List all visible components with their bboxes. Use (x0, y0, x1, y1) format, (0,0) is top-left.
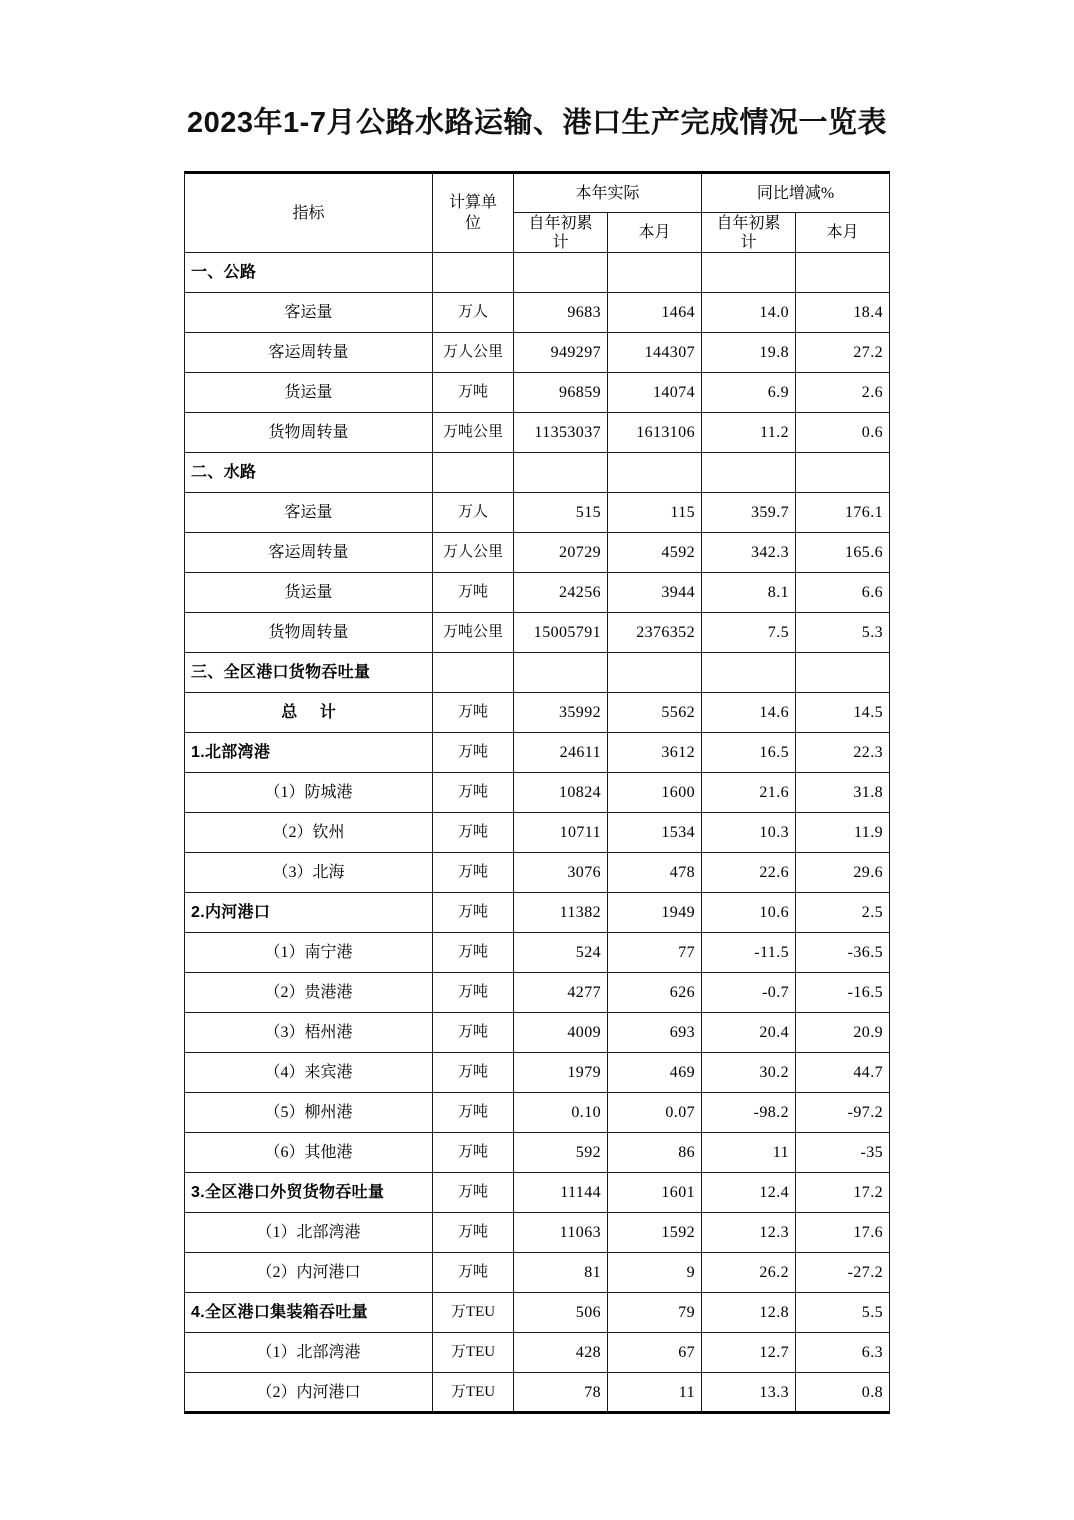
row-indicator-label: （2）内河港口 (185, 1253, 433, 1293)
table-row (185, 453, 890, 493)
table-header (185, 173, 890, 253)
row-yoy-cumulative: 342.3 (702, 533, 796, 573)
row-actual-cumulative: 96859 (514, 373, 608, 413)
row-actual-cumulative: 3076 (514, 853, 608, 893)
row-actual-this-month: 478 (608, 853, 702, 893)
row-yoy-cumulative: 11 (702, 1133, 796, 1173)
table-row (185, 253, 890, 293)
header-unit (433, 173, 514, 253)
row-actual-cumulative: 24256 (514, 573, 608, 613)
row-unit: 万吨 (433, 373, 514, 413)
table-row (185, 1093, 890, 1133)
row-actual-cumulative: 592 (514, 1133, 608, 1173)
row-unit: 万吨 (433, 1053, 514, 1093)
row-yoy-cumulative: 14.0 (702, 293, 796, 333)
row-indicator-label: （2）贵港港 (185, 973, 433, 1013)
row-unit: 万吨 (433, 1173, 514, 1213)
row-unit: 万吨 (433, 573, 514, 613)
row-yoy-this-month (796, 453, 890, 493)
row-yoy-this-month: 17.6 (796, 1213, 890, 1253)
row-yoy-cumulative: 30.2 (702, 1053, 796, 1093)
header-current-year-actual: 本年实际 (514, 173, 702, 213)
row-yoy-this-month: 5.5 (796, 1293, 890, 1333)
row-yoy-cumulative: 8.1 (702, 573, 796, 613)
row-unit: 万吨 (433, 933, 514, 973)
row-actual-cumulative: 10824 (514, 773, 608, 813)
row-indicator-label: 货物周转量 (185, 613, 433, 653)
row-actual-cumulative: 10711 (514, 813, 608, 853)
table-row (185, 653, 890, 693)
row-yoy-this-month: 27.2 (796, 333, 890, 373)
statistics-table-container (184, 171, 890, 1414)
row-actual-this-month (608, 453, 702, 493)
row-unit: 万吨 (433, 693, 514, 733)
row-yoy-this-month: 6.3 (796, 1333, 890, 1373)
row-yoy-cumulative: 22.6 (702, 853, 796, 893)
row-yoy-cumulative: 6.9 (702, 373, 796, 413)
row-yoy-cumulative (702, 253, 796, 293)
row-actual-cumulative: 4009 (514, 1013, 608, 1053)
table-row (185, 1213, 890, 1253)
table-row (185, 573, 890, 613)
row-indicator-label: 客运周转量 (185, 533, 433, 573)
row-yoy-cumulative: 7.5 (702, 613, 796, 653)
row-yoy-cumulative (702, 453, 796, 493)
row-unit: 万吨 (433, 733, 514, 773)
table-row (185, 1333, 890, 1373)
row-yoy-cumulative: 20.4 (702, 1013, 796, 1053)
row-actual-cumulative: 11144 (514, 1173, 608, 1213)
table-row (185, 413, 890, 453)
table-row (185, 613, 890, 653)
row-unit: 万吨 (433, 773, 514, 813)
table-row (185, 813, 890, 853)
row-unit: 万吨公里 (433, 413, 514, 453)
row-actual-this-month: 3944 (608, 573, 702, 613)
row-yoy-cumulative: 12.8 (702, 1293, 796, 1333)
table-row (185, 773, 890, 813)
row-actual-this-month: 4592 (608, 533, 702, 573)
row-yoy-this-month: -97.2 (796, 1093, 890, 1133)
row-unit: 万吨 (433, 1133, 514, 1173)
row-yoy-this-month: 22.3 (796, 733, 890, 773)
table-row (185, 373, 890, 413)
statistics-table (184, 171, 890, 1414)
row-yoy-cumulative: 11.2 (702, 413, 796, 453)
row-unit: 万人公里 (433, 333, 514, 373)
row-actual-this-month: 86 (608, 1133, 702, 1173)
table-row (185, 1253, 890, 1293)
row-actual-this-month: 67 (608, 1333, 702, 1373)
row-actual-cumulative (514, 253, 608, 293)
table-body (185, 253, 890, 1413)
row-yoy-cumulative: 12.4 (702, 1173, 796, 1213)
row-actual-this-month: 5562 (608, 693, 702, 733)
row-actual-this-month (608, 253, 702, 293)
row-actual-cumulative: 15005791 (514, 613, 608, 653)
table-row (185, 973, 890, 1013)
row-unit (433, 453, 514, 493)
row-indicator-label: （3）梧州港 (185, 1013, 433, 1053)
row-unit: 万人 (433, 293, 514, 333)
table-row (185, 1053, 890, 1093)
row-indicator-label: 货运量 (185, 373, 433, 413)
table-row (185, 933, 890, 973)
row-yoy-this-month: 14.5 (796, 693, 890, 733)
table-row (185, 693, 890, 733)
row-indicator-label: （5）柳州港 (185, 1093, 433, 1133)
row-yoy-this-month: 18.4 (796, 293, 890, 333)
header-actual-this-month: 本月 (608, 213, 702, 253)
row-actual-this-month: 1613106 (608, 413, 702, 453)
row-indicator-label: 客运量 (185, 493, 433, 533)
row-indicator-label: （4）来宾港 (185, 1053, 433, 1093)
row-unit: 万TEU (433, 1373, 514, 1413)
row-unit: 万TEU (433, 1333, 514, 1373)
row-actual-cumulative: 515 (514, 493, 608, 533)
row-yoy-this-month: 29.6 (796, 853, 890, 893)
row-actual-this-month: 1464 (608, 293, 702, 333)
row-unit: 万TEU (433, 1293, 514, 1333)
table-row (185, 1373, 890, 1413)
row-actual-cumulative: 11353037 (514, 413, 608, 453)
row-yoy-this-month: 5.3 (796, 613, 890, 653)
table-row (185, 333, 890, 373)
row-actual-cumulative: 949297 (514, 333, 608, 373)
row-yoy-cumulative: 13.3 (702, 1373, 796, 1413)
row-actual-this-month: 1601 (608, 1173, 702, 1213)
row-yoy-this-month: 6.6 (796, 573, 890, 613)
row-unit: 万吨 (433, 853, 514, 893)
row-unit: 万吨 (433, 1093, 514, 1133)
row-indicator-label: （1）防城港 (185, 773, 433, 813)
row-yoy-this-month: -36.5 (796, 933, 890, 973)
row-unit: 万吨 (433, 973, 514, 1013)
row-indicator-label: 客运量 (185, 293, 433, 333)
row-indicator-label: 货运量 (185, 573, 433, 613)
row-actual-cumulative: 35992 (514, 693, 608, 733)
header-actual-cumulative: 自年初累计 (514, 213, 608, 253)
row-actual-this-month: 9 (608, 1253, 702, 1293)
row-yoy-this-month: 2.5 (796, 893, 890, 933)
row-yoy-cumulative: 19.8 (702, 333, 796, 373)
row-indicator-label: （1）南宁港 (185, 933, 433, 973)
row-indicator-label: 客运周转量 (185, 333, 433, 373)
row-yoy-this-month: 2.6 (796, 373, 890, 413)
row-unit (433, 653, 514, 693)
row-unit: 万吨 (433, 1213, 514, 1253)
row-yoy-cumulative: 10.6 (702, 893, 796, 933)
row-section-label: 二、水路 (185, 453, 433, 493)
row-yoy-cumulative: -0.7 (702, 973, 796, 1013)
table-row (185, 853, 890, 893)
row-actual-cumulative: 78 (514, 1373, 608, 1413)
row-yoy-this-month: 17.2 (796, 1173, 890, 1213)
table-row (185, 1173, 890, 1213)
row-yoy-this-month: 176.1 (796, 493, 890, 533)
row-section-label: 4.全区港口集装箱吞吐量 (185, 1293, 433, 1333)
row-yoy-this-month: 165.6 (796, 533, 890, 573)
row-actual-this-month: 1534 (608, 813, 702, 853)
row-yoy-cumulative: 10.3 (702, 813, 796, 853)
row-actual-cumulative: 81 (514, 1253, 608, 1293)
row-actual-cumulative: 506 (514, 1293, 608, 1333)
row-actual-cumulative: 0.10 (514, 1093, 608, 1133)
table-row (185, 1293, 890, 1333)
table-row (185, 493, 890, 533)
row-actual-this-month: 1949 (608, 893, 702, 933)
row-indicator-label: （6）其他港 (185, 1133, 433, 1173)
page-title: 2023年1-7月公路水路运输、港口生产完成情况一览表 (187, 107, 887, 139)
table-row (185, 1013, 890, 1053)
row-yoy-this-month (796, 253, 890, 293)
row-actual-this-month: 115 (608, 493, 702, 533)
row-actual-cumulative: 11063 (514, 1213, 608, 1253)
row-yoy-cumulative: 359.7 (702, 493, 796, 533)
row-actual-this-month: 2376352 (608, 613, 702, 653)
table-row (185, 733, 890, 773)
row-unit: 万吨 (433, 1253, 514, 1293)
row-section-label: 2.内河港口 (185, 893, 433, 933)
row-actual-cumulative: 428 (514, 1333, 608, 1373)
row-section-label: 3.全区港口外贸货物吞吐量 (185, 1173, 433, 1213)
row-unit: 万吨公里 (433, 613, 514, 653)
row-unit: 万人 (433, 493, 514, 533)
row-actual-this-month: 3612 (608, 733, 702, 773)
row-actual-this-month: 11 (608, 1373, 702, 1413)
table-row (185, 1133, 890, 1173)
row-actual-this-month: 14074 (608, 373, 702, 413)
row-unit: 万吨 (433, 893, 514, 933)
row-unit: 万吨 (433, 1013, 514, 1053)
row-actual-cumulative: 11382 (514, 893, 608, 933)
row-yoy-cumulative: -11.5 (702, 933, 796, 973)
row-indicator-label: 货物周转量 (185, 413, 433, 453)
row-yoy-this-month: 0.8 (796, 1373, 890, 1413)
row-yoy-cumulative: 26.2 (702, 1253, 796, 1293)
row-section-label: 1.北部湾港 (185, 733, 433, 773)
row-unit (433, 253, 514, 293)
row-yoy-cumulative (702, 653, 796, 693)
row-actual-this-month: 0.07 (608, 1093, 702, 1133)
row-actual-this-month: 693 (608, 1013, 702, 1053)
table-row (185, 893, 890, 933)
row-indicator-label: （2）钦州 (185, 813, 433, 853)
row-actual-this-month: 626 (608, 973, 702, 1013)
row-yoy-this-month: 31.8 (796, 773, 890, 813)
row-yoy-cumulative: 12.3 (702, 1213, 796, 1253)
row-actual-this-month: 144307 (608, 333, 702, 373)
header-unit-line1: 计算单 (448, 194, 497, 211)
row-actual-cumulative: 1979 (514, 1053, 608, 1093)
row-actual-cumulative: 4277 (514, 973, 608, 1013)
row-actual-this-month: 79 (608, 1293, 702, 1333)
row-actual-this-month: 1600 (608, 773, 702, 813)
row-actual-this-month (608, 653, 702, 693)
table-row (185, 533, 890, 573)
row-actual-cumulative: 524 (514, 933, 608, 973)
row-yoy-cumulative: 12.7 (702, 1333, 796, 1373)
table-row (185, 293, 890, 333)
row-unit: 万人公里 (433, 533, 514, 573)
row-indicator-label: （2）内河港口 (185, 1373, 433, 1413)
row-yoy-cumulative: 14.6 (702, 693, 796, 733)
row-indicator-label: （1）北部湾港 (185, 1213, 433, 1253)
row-actual-cumulative: 9683 (514, 293, 608, 333)
row-actual-cumulative: 24611 (514, 733, 608, 773)
row-yoy-this-month: 0.6 (796, 413, 890, 453)
row-actual-this-month: 1592 (608, 1213, 702, 1253)
header-yoy-this-month: 本月 (796, 213, 890, 253)
header-row-top (185, 173, 890, 213)
row-actual-cumulative (514, 653, 608, 693)
row-yoy-this-month: -35 (796, 1133, 890, 1173)
header-indicator: 指标 (185, 173, 433, 253)
row-section-label: 一、公路 (185, 253, 433, 293)
header-yoy-cumulative: 自年初累计 (702, 213, 796, 253)
row-indicator-label: （1）北部湾港 (185, 1333, 433, 1373)
row-actual-cumulative (514, 453, 608, 493)
header-yoy-change: 同比增减% (702, 173, 890, 213)
row-actual-this-month: 77 (608, 933, 702, 973)
row-unit: 万吨 (433, 813, 514, 853)
row-yoy-this-month: 11.9 (796, 813, 890, 853)
row-yoy-this-month (796, 653, 890, 693)
row-yoy-this-month: 44.7 (796, 1053, 890, 1093)
header-unit-line2: 位 (464, 215, 481, 232)
row-yoy-cumulative: -98.2 (702, 1093, 796, 1133)
row-indicator-label: （3）北海 (185, 853, 433, 893)
row-actual-this-month: 469 (608, 1053, 702, 1093)
row-yoy-this-month: -27.2 (796, 1253, 890, 1293)
row-yoy-this-month: 20.9 (796, 1013, 890, 1053)
row-yoy-cumulative: 21.6 (702, 773, 796, 813)
row-actual-cumulative: 20729 (514, 533, 608, 573)
row-section-label: 三、全区港口货物吞吐量 (185, 653, 433, 693)
row-yoy-cumulative: 16.5 (702, 733, 796, 773)
row-yoy-this-month: -16.5 (796, 973, 890, 1013)
row-total-label: 总 计 (185, 693, 433, 733)
